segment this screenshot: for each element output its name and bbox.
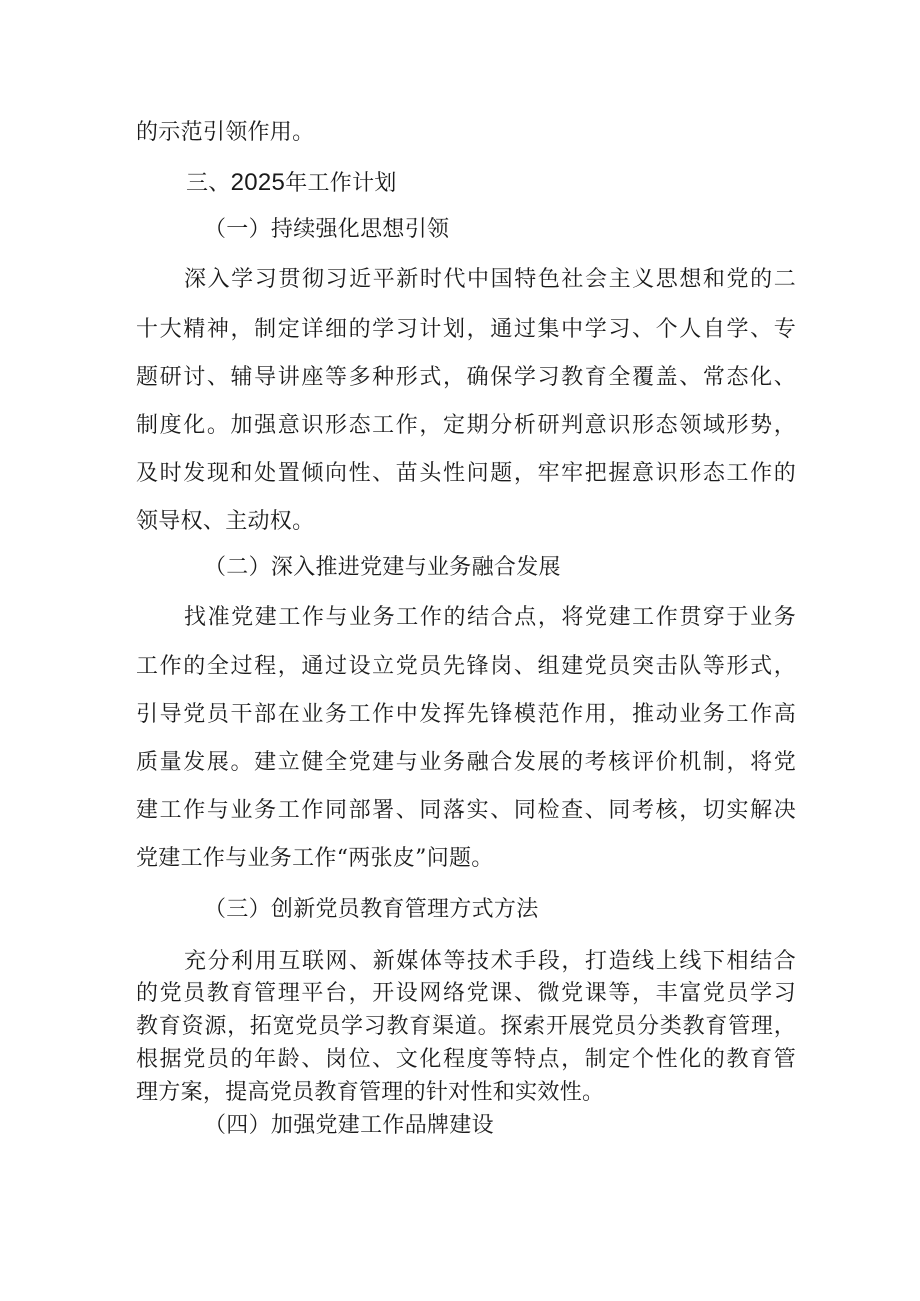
paragraph-2-line-1: 找准党建工作与业务工作的结合点，将党建工作贯穿于业务 (184, 605, 796, 630)
paragraph-2-line-5: 建工作与业务工作同部署、同落实、同检查、同考核，切实解决 (136, 798, 796, 823)
paragraph-end-line: 的示范引领作用。 (136, 120, 315, 145)
subheading-4: （四）加强党建工作品牌建设 (204, 1113, 494, 1138)
section-heading-prefix: 三、 (186, 171, 231, 196)
section-heading (186, 168, 686, 198)
section-heading-suffix: 年工作计划 (285, 171, 397, 196)
paragraph-2-line-6: 党建工作与业务工作“两张皮”问题。 (136, 846, 494, 871)
paragraph-1-line-2: 十大精神，制定详细的学习计划，通过集中学习、个人自学、专 (136, 317, 796, 342)
subheading-1: （一）持续强化思想引领 (204, 217, 450, 242)
subheading-3: （三）创新党员教育管理方式方法 (204, 897, 539, 922)
subheading-2: （二）深入推进党建与业务融合发展 (204, 555, 561, 580)
paragraph-1-line-4: 制度化。加强意识形态工作，定期分析研判意识形态领域形势， (136, 413, 796, 438)
paragraph-2-line-2: 工作的全过程，通过设立党员先锋岗、组建党员突击队等形式， (136, 654, 796, 679)
section-heading-year: 2025 (230, 169, 286, 196)
paragraph-3-line-2: 的党员教育管理平台，开设网络党课、微党课等，丰富党员学习 (136, 981, 796, 1006)
paragraph-3-line-4: 根据党员的年龄、岗位、文化程度等特点，制定个性化的教育管 (136, 1047, 796, 1072)
paragraph-3-line-3: 教育资源，拓宽党员学习教育渠道。探索开展党员分类教育管理， (136, 1014, 796, 1039)
paragraph-1-line-3: 题研讨、辅导讲座等多种形式，确保学习教育全覆盖、常态化、 (136, 365, 796, 390)
paragraph-2-line-4: 质量发展。建立健全党建与业务融合发展的考核评价机制，将党 (136, 750, 796, 775)
paragraph-3-line-1: 充分利用互联网、新媒体等技术手段，打造线上线下相结合 (184, 949, 796, 974)
paragraph-1-line-1: 深入学习贯彻习近平新时代中国特色社会主义思想和党的二 (184, 267, 796, 292)
paragraph-3-line-5: 理方案，提高党员教育管理的针对性和实效性。 (136, 1080, 605, 1105)
paragraph-1-line-6: 领导权、主动权。 (136, 509, 315, 534)
paragraph-2-line-3: 引导党员干部在业务工作中发挥先锋模范作用，推动业务工作高 (136, 702, 796, 727)
paragraph-1-line-5: 及时发现和处置倾向性、苗头性问题，牢牢把握意识形态工作的 (136, 461, 796, 486)
